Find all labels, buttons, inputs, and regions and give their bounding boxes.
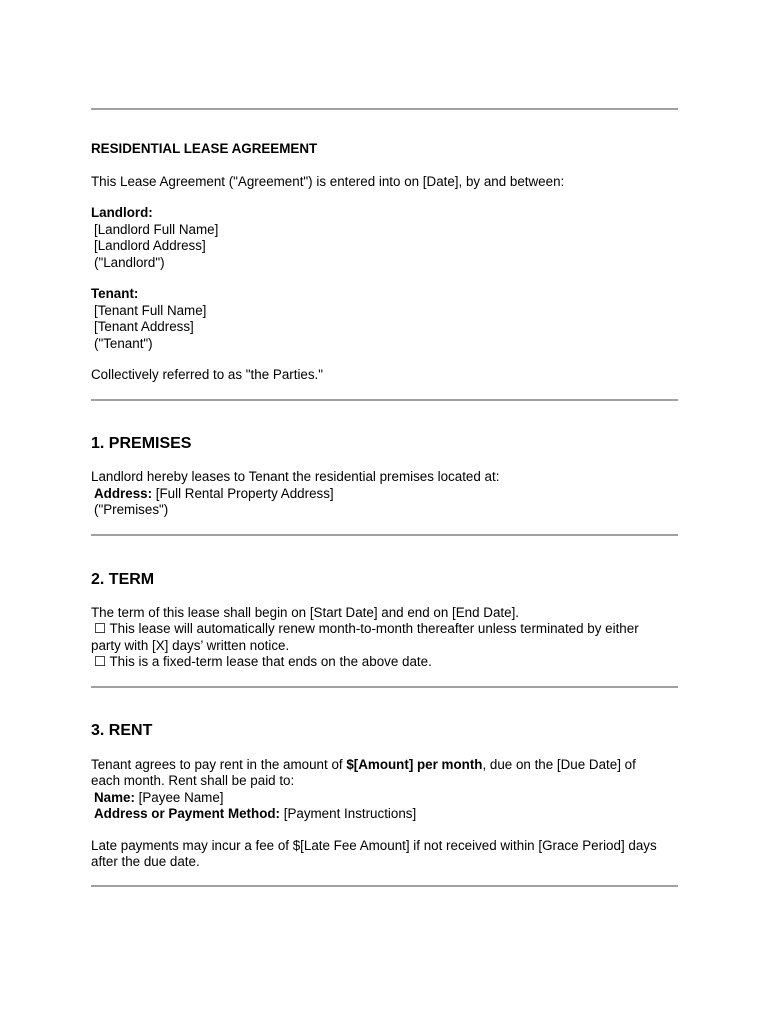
horizontal-rule (91, 399, 678, 401)
tenant-label: Tenant: (91, 286, 139, 301)
rent-method-label: Address or Payment Method: (94, 806, 281, 821)
document-title: RESIDENTIAL LEASE AGREEMENT (91, 141, 318, 156)
landlord-name: [Landlord Full Name] (94, 222, 219, 237)
collective-reference: Collectively referred to as "the Parties." (91, 367, 324, 382)
term-text: The term of this lease shall begin on [Start Date] and end on [End Date]. (91, 605, 520, 620)
term-option-auto-renew: ☐ This lease will automatically renew month-to-month thereafter unless terminated by either (94, 621, 639, 636)
late-fee-line-cont: after the due date. (91, 854, 200, 869)
tenant-alias: ("Tenant") (94, 336, 153, 351)
section-heading-term: 2. TERM (91, 571, 155, 588)
rent-amount-value: $[Amount] per month (346, 757, 483, 772)
tenant-name: [Tenant Full Name] (94, 303, 207, 318)
rent-amount-post: , due on the [Due Date] of (482, 757, 636, 772)
landlord-label: Landlord: (91, 205, 153, 220)
section-heading-rent: 3. RENT (91, 722, 153, 739)
landlord-address: [Landlord Address] (94, 238, 206, 253)
term-option-fixed: ☐ This is a fixed-term lease that ends on the above date. (94, 654, 432, 669)
premises-alias: ("Premises") (94, 502, 169, 517)
rent-payee-label: Name: (94, 790, 135, 805)
rent-amount-line (91, 757, 678, 774)
tenant-address: [Tenant Address] (94, 319, 194, 334)
horizontal-rule (91, 686, 678, 688)
horizontal-rule (91, 534, 678, 536)
rent-amount-pre: Tenant agrees to pay rent in the amount of (91, 757, 347, 772)
rent-method-line (91, 806, 681, 823)
late-fee-line: Late payments may incur a fee of $[Late Fee Amount] if not received within [Grace Period] days (91, 838, 657, 853)
rent-payment-line: each month. Rent shall be paid to: (91, 773, 295, 788)
rent-payee-value: [Payee Name] (134, 790, 224, 805)
premises-address-line (91, 486, 681, 503)
section-heading-premises: 1. PREMISES (91, 435, 192, 452)
horizontal-rule (91, 885, 678, 887)
landlord-alias: ("Landlord") (94, 255, 165, 270)
premises-text: Landlord hereby leases to Tenant the residential premises located at: (91, 469, 500, 484)
horizontal-rule (91, 108, 678, 110)
rent-method-value: [Payment Instructions] (280, 806, 417, 821)
premises-address-label: Address: (94, 486, 153, 501)
term-option-auto-renew-cont: party with [X] days’ written notice. (91, 638, 290, 653)
rent-payee-line (91, 790, 681, 807)
intro-paragraph: This Lease Agreement ("Agreement") is entered into on [Date], by and between: (91, 174, 565, 189)
premises-address-value: [Full Rental Property Address] (152, 486, 334, 501)
